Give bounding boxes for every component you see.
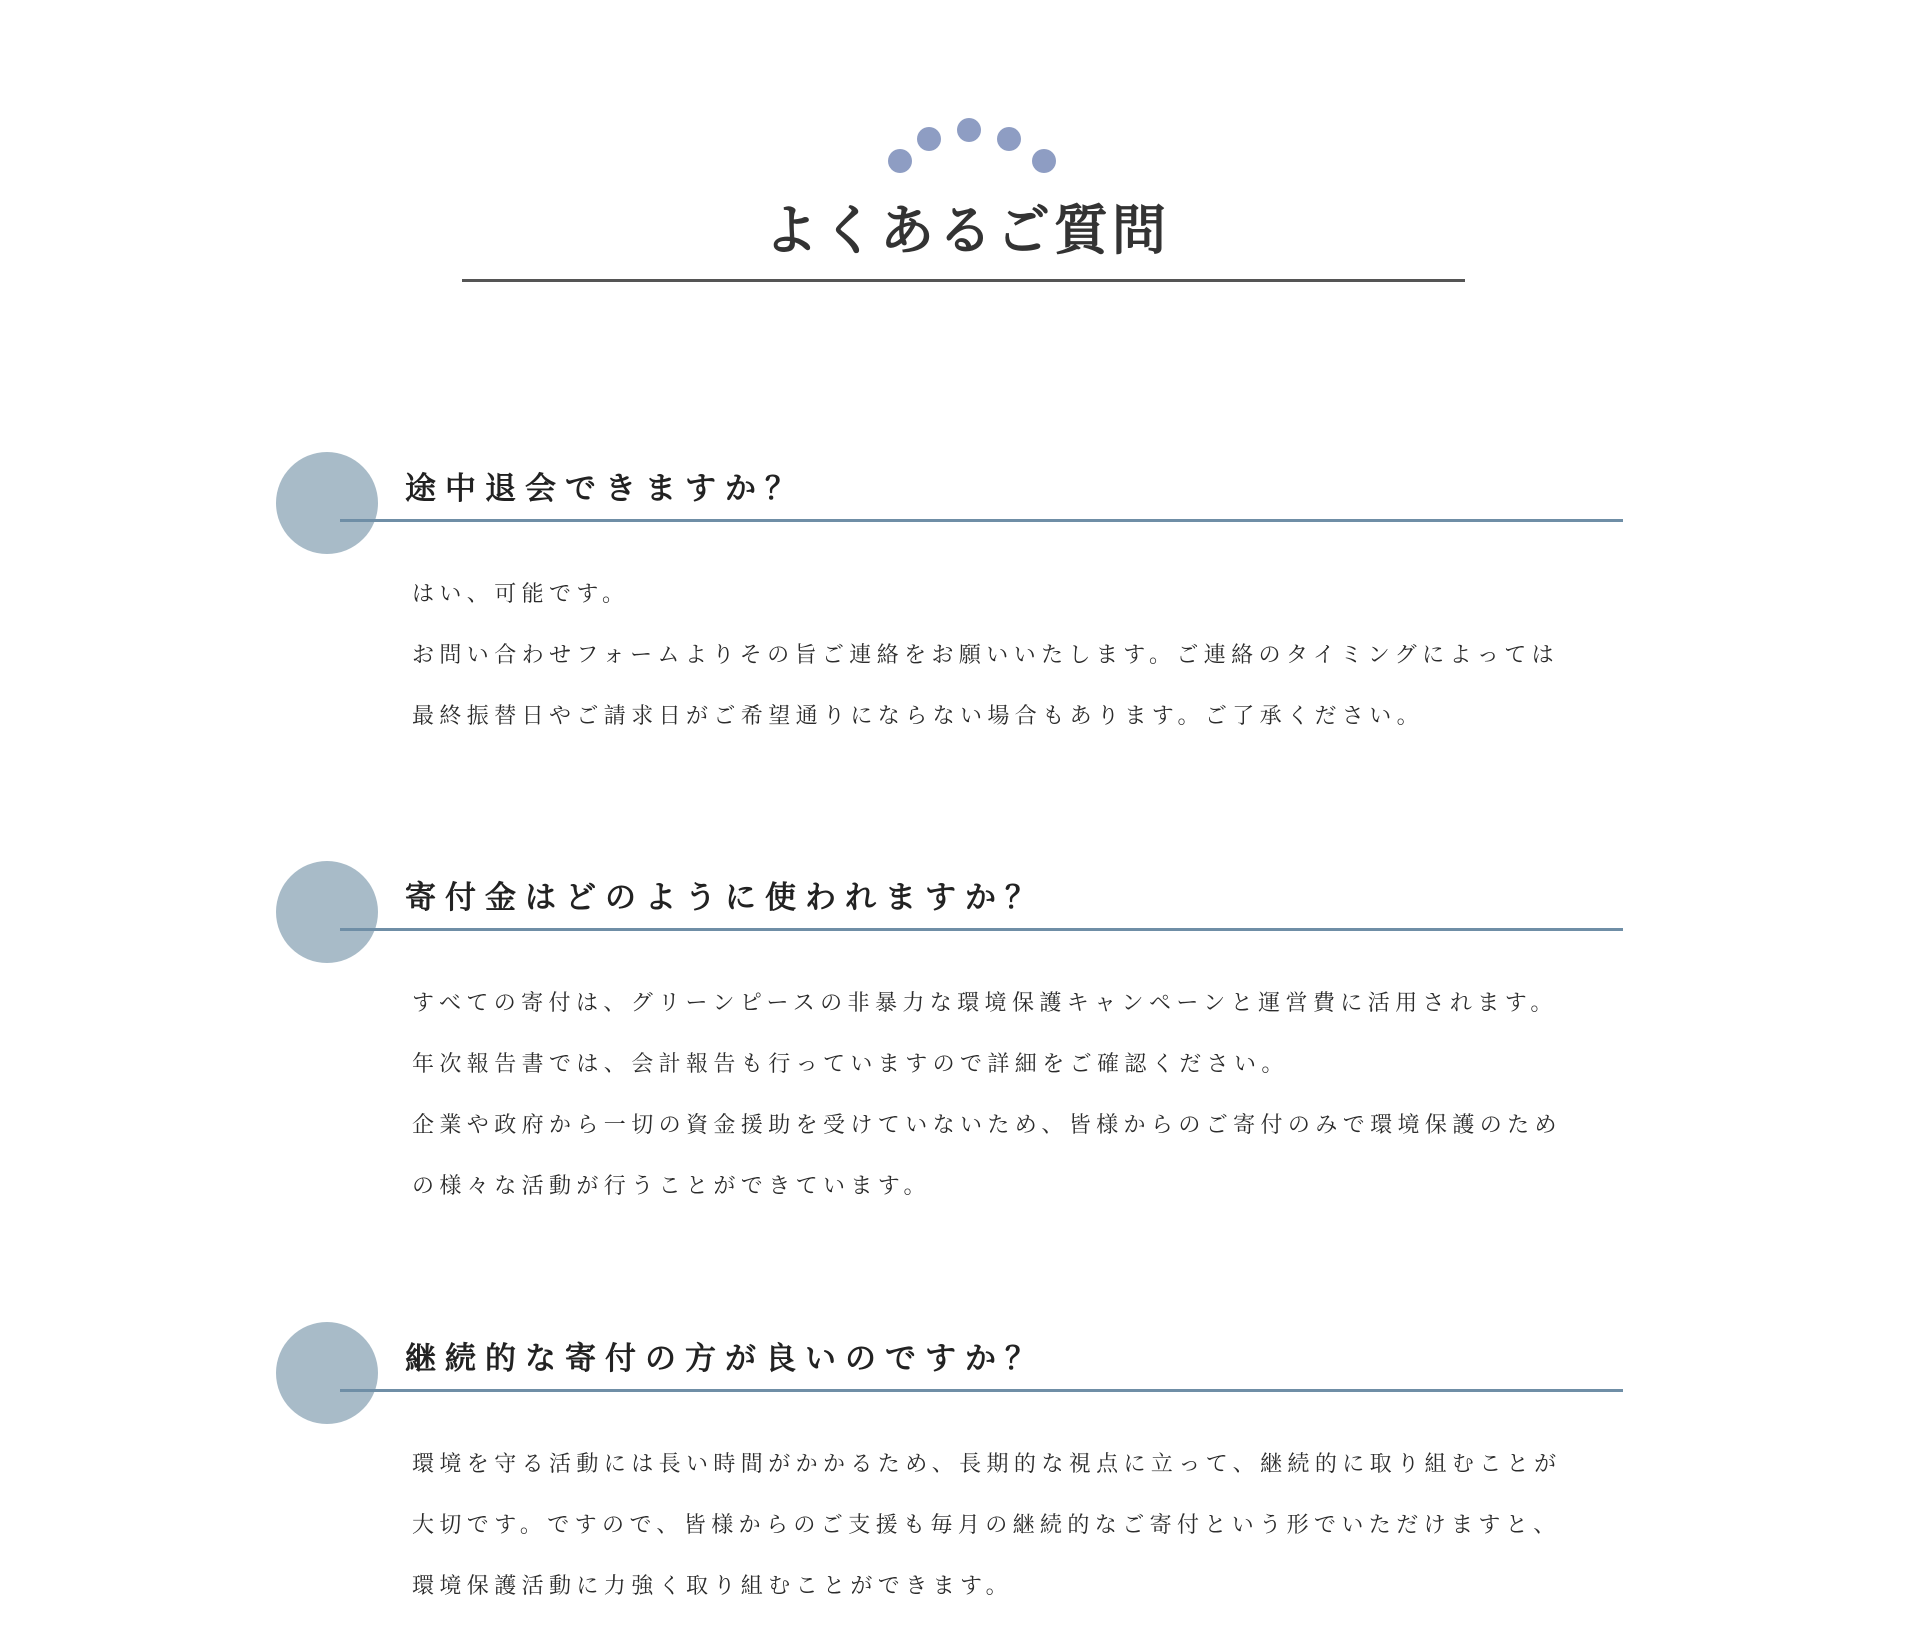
faq-answer [412, 564, 1632, 747]
question-divider [340, 928, 1623, 931]
answer-line: 環境保護活動に力強く取り組むことができます。 [412, 1574, 1014, 1599]
decorative-dot [917, 127, 941, 151]
faq-question: 寄付金はどのように使われますか？ [405, 880, 1045, 916]
answer-line: 大切です。ですので、皆様からのご支援も毎月の継続的なご寄付という形でいただけますと、 [412, 1513, 1561, 1538]
question-circle-icon [276, 452, 378, 554]
answer-line: 環境を守る活動には長い時間がかかるため、長期的な視点に立って、継続的に取り組むことが [412, 1452, 1562, 1477]
question-circle-icon [276, 1322, 378, 1424]
faq-question: 途中退会できますか？ [405, 471, 805, 507]
answer-line: すべての寄付は、グリーンピースの非暴力な環境保護キャンペーンと運営費に活用されます。 [412, 991, 1558, 1016]
answer-line: 年次報告書では、会計報告も行っていますので詳細をご確認ください。 [412, 1052, 1289, 1077]
decorative-dot [1032, 149, 1056, 173]
decorative-dot [957, 118, 981, 142]
answer-line: 企業や政府から一切の資金援助を受けていないため、皆様からのご寄付のみで環境保護のため [412, 1113, 1562, 1138]
question-circle-icon [276, 861, 378, 963]
answer-line: お問い合わせフォームよりその旨ご連絡をお願いいたします。ご連絡のタイミングによっては [412, 643, 1560, 668]
faq-question: 継続的な寄付の方が良いのですか？ [405, 1341, 1045, 1377]
decorative-dot [888, 149, 912, 173]
answer-line: 最終振替日やご請求日がご希望通りにならない場合もあります。ご了承ください。 [412, 704, 1425, 729]
answer-line: はい、可能です。 [412, 582, 630, 607]
page-title: よくあるご質問 [764, 199, 1170, 262]
faq-answer [412, 973, 1632, 1217]
question-divider [340, 1389, 1623, 1392]
question-divider [340, 519, 1623, 522]
answer-line: の様々な活動が行うことができています。 [412, 1174, 931, 1199]
decorative-dot [997, 127, 1021, 151]
faq-header [0, 0, 1920, 300]
faq-answer [412, 1434, 1632, 1617]
title-divider [462, 279, 1465, 282]
